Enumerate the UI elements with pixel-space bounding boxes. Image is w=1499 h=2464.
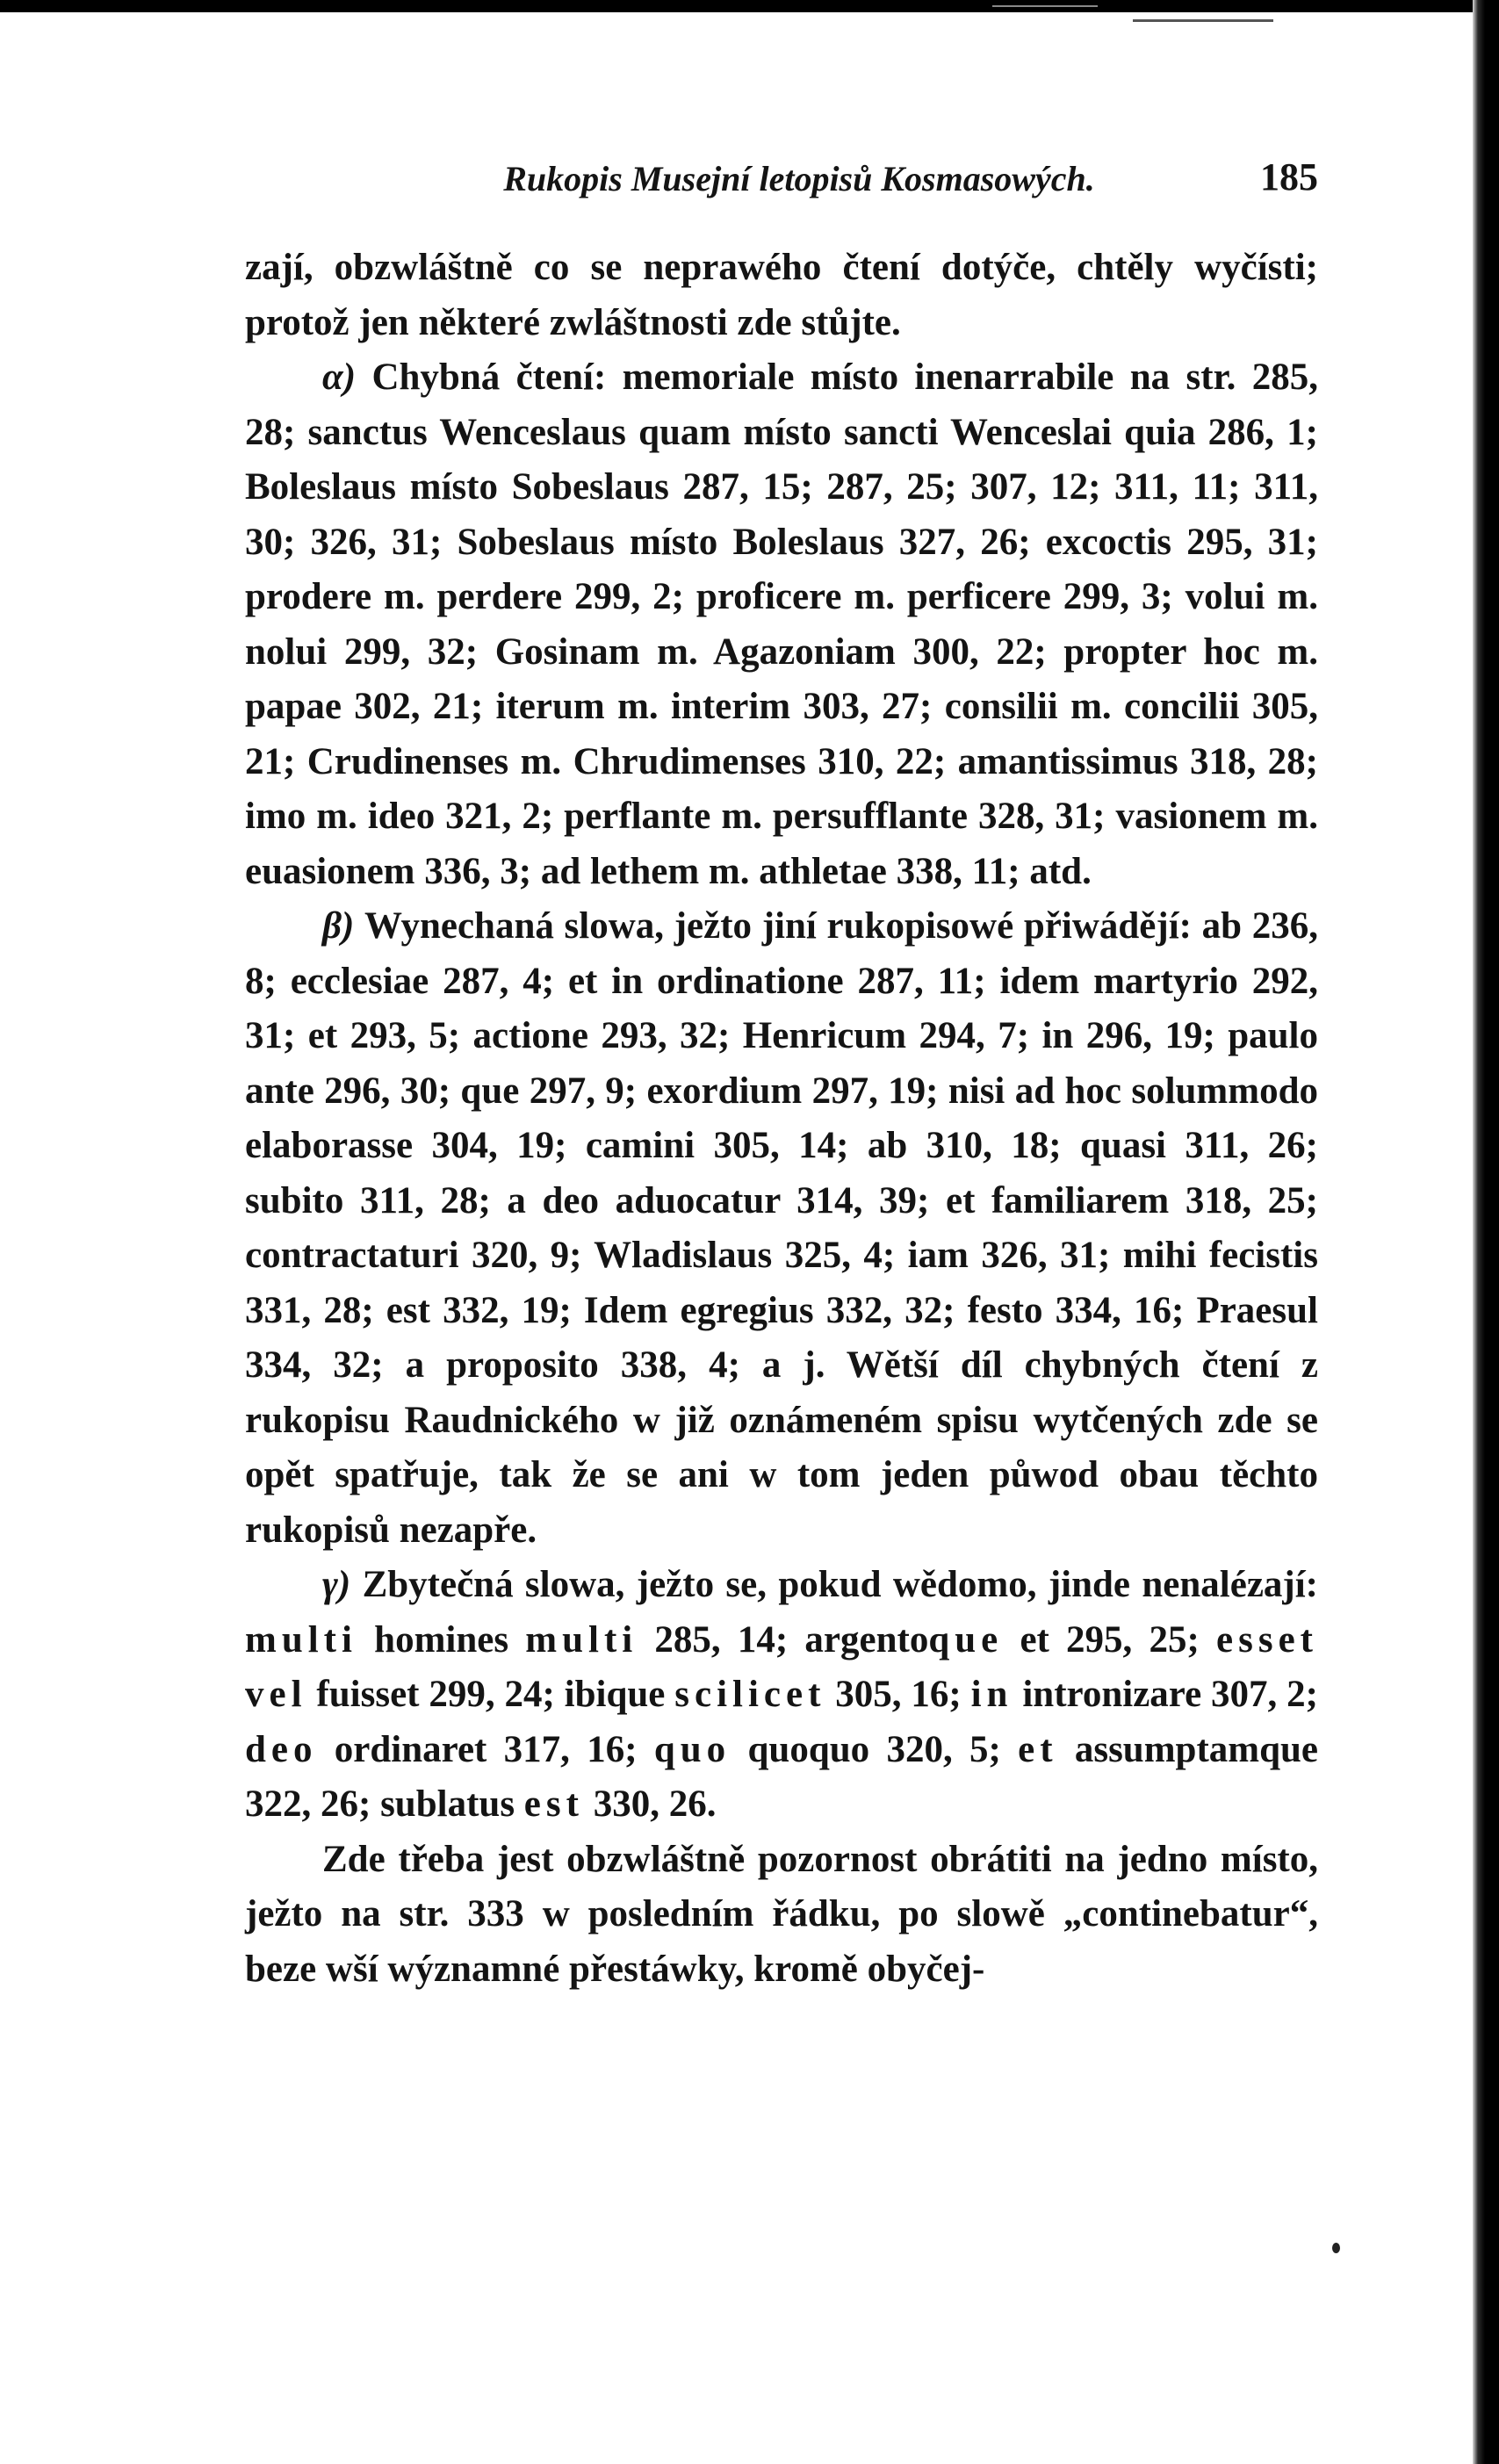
emphasized-word: deo bbox=[245, 1728, 318, 1770]
paragraph-text: Wynechaná slowa, ježto jiní rukopisowé přiwádějí: ab 236, 8; ecclesiae 287, 4; et in ordinatione 287, 11; idem martyrio 292, 31; et 293, 5; actione 293, 32; Henricum 294, 7; in 296, 19; paulo ante 296, 30; que 297, 9; exordium 297, 19; nisi ad hoc solummodo elaborasse 304, 19; camini 305, 14; ab 310, 18; quasi 311, 26; subito 311, 28; a deo aduocatur 314, 39; et familiarem 318, 25; contractaturi 320, 9; Wladislaus 325, 4; iam 326, 31; mihi fecistis 331, 28; est 332, 19; Idem egregius 332, 32; festo 334, 16; Praesul 334, 32; a proposito 338, 4; a j. Wětší díl chybných čtení z rukopisu Raudnického w již oznámeném spisu wytčených zde se opět spatřuje, tak že se ani w tom jeden půwod obau těchto rukopisů nezapře. bbox=[245, 905, 1318, 1551]
running-title: Rukopis Musejní letopisů Kosmasowých. bbox=[503, 159, 1095, 198]
emphasized-word: et bbox=[1018, 1728, 1058, 1770]
emphasized-word: quo bbox=[653, 1728, 731, 1770]
paragraph-gamma-superfluous-words bbox=[245, 1558, 1318, 1833]
paragraph-text: Chybná čtení: memoriale místo inenarrabile na str. 285, 28; sanctus Wenceslaus quam místo sancti Wenceslai quia 286, 1; Boleslaus místo Sobeslaus 287, 15; 287, 25; 307, 12; 311, 11; 311, 30; 326, 31; Sobeslaus místo Boleslaus 327, 26; excoctis 295, 31; prodere m. perdere 299, 2; proficere m. perficere 299, 3; volui m. nolui 299, 32; Gosinam m. Agazoniam 300, 22; propter hoc m. papae 302, 21; iterum m. interim 303, 27; consilii m. concilii 305, 21; Crudinenses m. Chrudimenses 310, 22; amantissimus 318, 28; imo m. ideo 321, 2; perflante m. persufflante 328, 31; vasionem m. euasionem 336, 3; ad lethem m. athletae 338, 11; atd. bbox=[245, 357, 1318, 892]
emphasized-word: est bbox=[523, 1783, 584, 1825]
list-marker-gamma: γ) bbox=[322, 1564, 351, 1605]
emphasized-word: esset vel bbox=[245, 1618, 1318, 1715]
list-marker-beta: β) bbox=[322, 905, 355, 947]
scan-artifact bbox=[1133, 19, 1273, 22]
book-page bbox=[245, 149, 1318, 1997]
paragraph-text: 305, 16; bbox=[825, 1674, 971, 1715]
emphasized-word: que bbox=[928, 1618, 1004, 1661]
paragraph-text: Zde třeba jest obzwláštně pozornost obrátiti na jedno místo, ježto na str. 333 w posledním řádku, po slowě „continebatur“, beze wší wýznamné přestáwky, kromě obyčej- bbox=[245, 1838, 1318, 1990]
paragraph-continuation bbox=[245, 241, 1318, 350]
paragraph-note bbox=[245, 1833, 1318, 1998]
paragraph-text: et 295, 25; bbox=[1003, 1618, 1217, 1661]
paragraph-text: fuisset 299, 24; ibique bbox=[306, 1674, 675, 1715]
running-head bbox=[245, 149, 1318, 205]
scan-border-right bbox=[1473, 0, 1499, 2464]
paragraph-text: ordinaret 317, 16; bbox=[317, 1728, 654, 1770]
paragraph-text: homines bbox=[357, 1618, 526, 1661]
paragraph-text: 285, 14; argento bbox=[638, 1618, 929, 1661]
scan-artifact bbox=[992, 5, 1098, 7]
scan-border-top bbox=[0, 0, 1499, 12]
emphasized-word: multi bbox=[525, 1618, 638, 1661]
emphasized-word: multi bbox=[245, 1618, 357, 1661]
paragraph-alpha-readings bbox=[245, 350, 1318, 899]
paragraph-beta-omitted-words bbox=[245, 899, 1318, 1558]
paragraph-text: 330, 26. bbox=[583, 1783, 717, 1825]
paragraph-text: Zbytečná slowa, ježto se, pokud wědomo, jinde nenalézají: bbox=[350, 1564, 1318, 1605]
paragraph-text: intronizare 307, 2; bbox=[1013, 1674, 1318, 1715]
paragraph-text: zají, obzwláštně co se neprawého čtení dotýče, chtěly wyčísti; protož jen některé zwláštnosti zde stůjte. bbox=[245, 247, 1318, 343]
page-number: 185 bbox=[1260, 155, 1318, 198]
paragraph-text: quoquo 320, 5; bbox=[731, 1728, 1019, 1770]
list-marker-alpha: α) bbox=[322, 357, 357, 398]
emphasized-word: in bbox=[970, 1674, 1013, 1715]
paragraph-text: assumptamque 322, 26; sublatus bbox=[245, 1728, 1318, 1825]
emphasized-word: scilicet bbox=[674, 1674, 826, 1715]
scan-speck bbox=[1332, 2243, 1340, 2253]
